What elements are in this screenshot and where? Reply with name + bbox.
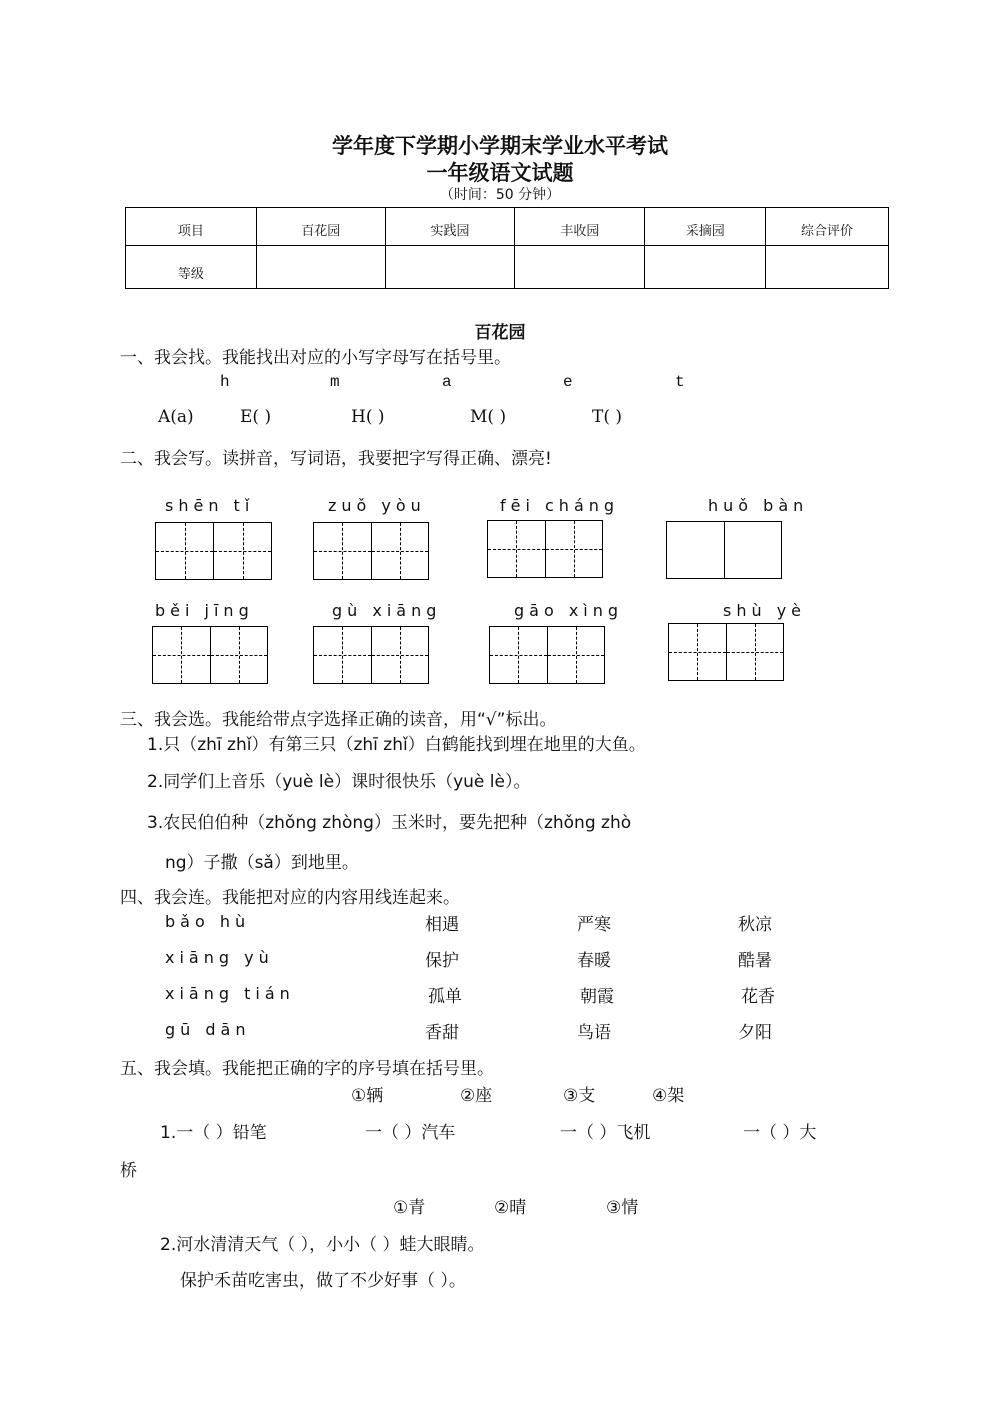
grade-cell [766,246,889,289]
q2-pinyin: běi jīng [155,601,254,620]
q5-prompt: 五、我会填。我能把正确的字的序号填在括号里。 [120,1059,494,1079]
q4-word: 春暖 [577,951,611,971]
q4-word: 孤单 [428,987,462,1007]
grade-header-fengshouyuan: 丰收园 [515,208,645,246]
q4-word: 严寒 [577,915,611,935]
q4-word: 酷暑 [738,951,772,971]
q1-answer: E( ) [240,407,272,427]
writing-grid[interactable] [666,521,782,579]
q5-blank-item: 一（ ）大 [743,1123,817,1143]
writing-grid[interactable] [668,623,784,681]
q4-pinyin: xiāng yù [165,948,274,967]
exam-subtitle: 一年级语文试题 [426,161,574,185]
q5-option: ④架 [652,1086,685,1106]
q2-pinyin: gāo xìng [514,601,624,620]
q1-letter: t [675,373,685,391]
grade-header-item: 项目 [126,208,257,246]
q2-pinyin: zuǒ yòu [328,496,426,515]
q4-prompt: 四、我会连。我能把对应的内容用线连起来。 [120,888,460,908]
q1-answer: A(a) [158,407,194,427]
writing-grid[interactable] [155,522,272,580]
writing-grid[interactable] [313,522,429,580]
q5-blank-item: 一（ ）飞机 [560,1123,651,1143]
q4-word: 保护 [425,951,459,971]
grade-header-caizhaiyuan: 采摘园 [645,208,766,246]
q1-letter: h [220,373,230,391]
grade-row-label: 等级 [126,246,257,289]
q3-item: 2.同学们上音乐（yuè lè）课时很快乐（yuè lè）。 [147,772,531,792]
q4-word: 花香 [741,987,775,1007]
q4-pinyin: xiāng tián [165,984,295,1003]
q5-sentence: 保护禾苗吃害虫，做了不少好事（ ）。 [180,1271,466,1291]
q5-option: ①辆 [351,1086,384,1106]
time-note: （时间：50 分钟） [439,187,561,203]
grade-header-shijianyuan: 实践园 [385,208,515,246]
q5-option: ②座 [460,1086,493,1106]
q1-letter: e [563,373,573,391]
q2-pinyin: shēn tǐ [165,496,255,515]
q3-item: ng）子撒（sǎ）到地里。 [165,853,359,873]
q5-option: ③情 [606,1198,639,1218]
q4-word: 朝霞 [580,987,614,1007]
q4-pinyin: bǎo hù [165,912,251,931]
writing-grid[interactable] [489,626,605,684]
grade-header-baihuayuan: 百花园 [256,208,385,246]
q5-option: ①青 [393,1198,426,1218]
q1-letter: m [330,373,340,391]
q3-item: 3.农民伯伯种（zhǒng zhòng）玉米时，要先把种（zhǒng zhò [147,813,632,833]
q4-word: 香甜 [425,1023,459,1043]
q1-prompt: 一、我会找。我能找出对应的小写字母写在括号里。 [120,348,511,368]
q4-pinyin: gū dān [165,1020,251,1039]
grade-header-zonghe: 综合评价 [766,208,889,246]
grade-table [125,207,889,289]
q1-answer: H( ) [351,407,385,427]
q5-sentence: 2.河水清清天气（ ），小小（ ）蛙大眼睛。 [160,1235,485,1255]
q2-pinyin: gù xiāng [332,601,442,620]
writing-grid[interactable] [152,626,268,684]
q1-letter: a [442,373,452,391]
q1-answer: T( ) [592,407,623,427]
q4-word: 秋凉 [738,915,772,935]
grade-cell [385,246,515,289]
exam-title: 学年度下学期小学期末学业水平考试 [332,134,668,158]
section-title: 百花园 [474,323,526,343]
q4-word: 夕阳 [738,1023,772,1043]
q1-answer: M( ) [470,407,507,427]
q3-item: 1.只（zhī zhǐ）有第三只（zhī zhǐ）白鹤能找到埋在地里的大鱼。 [147,735,646,755]
q2-pinyin: shù yè [723,601,807,620]
writing-grid[interactable] [313,626,429,684]
q2-pinyin: fēi cháng [500,496,620,515]
writing-grid[interactable] [487,520,603,578]
q4-word: 鸟语 [577,1023,611,1043]
grade-cell [256,246,385,289]
q5-wrap-text: 桥 [120,1161,137,1181]
grade-cell [645,246,766,289]
q5-blank-item: 一（ ）汽车 [365,1123,456,1143]
q5-option: ②晴 [494,1198,527,1218]
q2-pinyin: huǒ bàn [708,496,809,515]
q2-prompt: 二、我会写。读拼音，写词语，我要把字写得正确、漂亮! [120,449,552,469]
q5-blank-item: 1.一（ ）铅笔 [160,1123,267,1143]
q3-prompt: 三、我会选。我能给带点字选择正确的读音，用“√”标出。 [120,710,557,730]
grade-cell [515,246,645,289]
q4-word: 相遇 [425,915,459,935]
q5-option: ③支 [563,1086,596,1106]
